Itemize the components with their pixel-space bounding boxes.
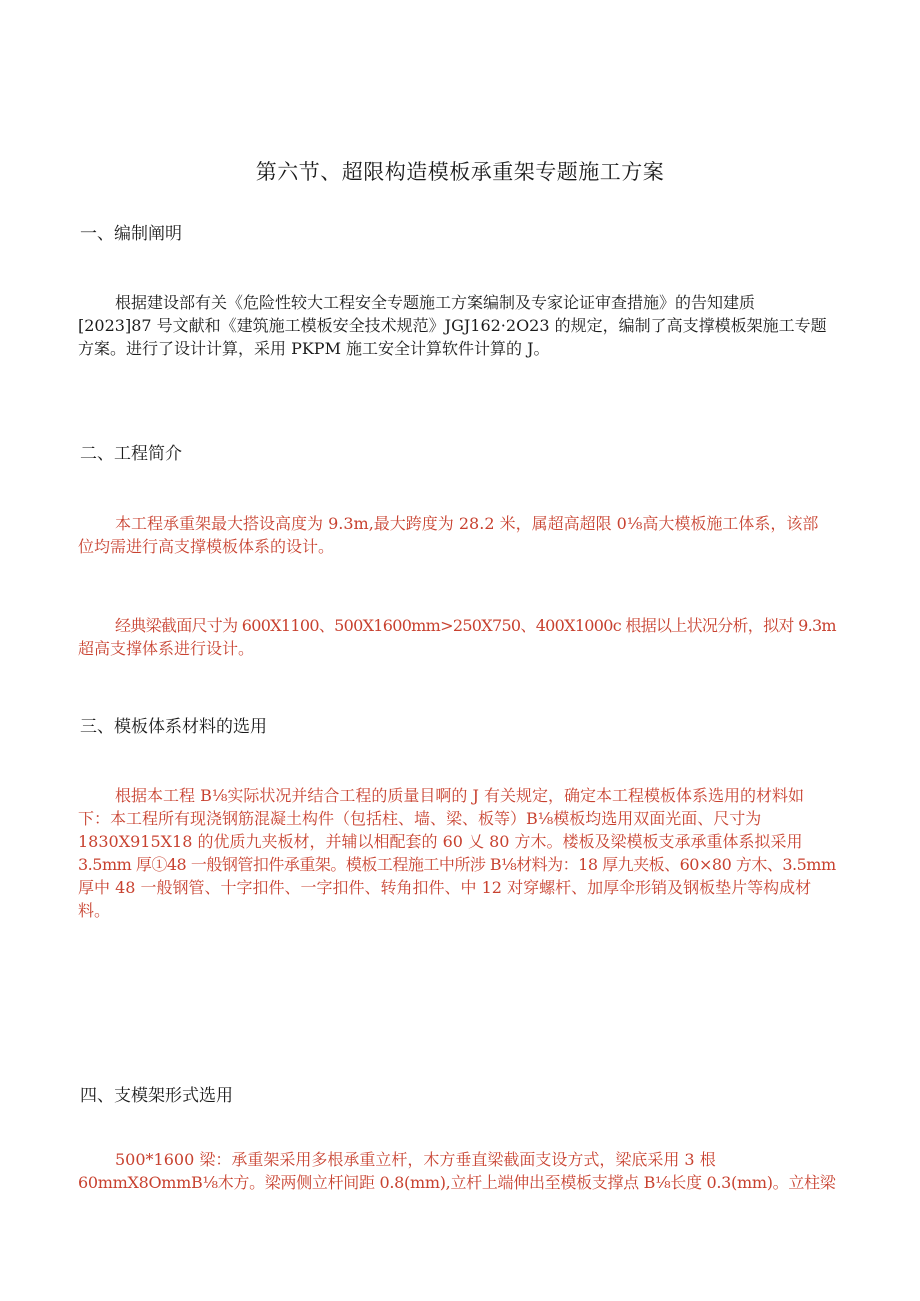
paragraph-line: 60mmX8OmmB⅛木方。梁两侧立杆间距 0.8(mm),立杆上端伸出至模板支撑点 B⅛长度 0.3(mm)。立柱梁 <box>78 1173 836 1192</box>
paragraph-line: 厚中 48 一般钢管、十字扣件、一字扣件、转角扣件、中 12 对穿螺杆、加厚伞形销及钢板垫片等构成材 <box>78 878 812 897</box>
section-heading-4: 四、支模架形式选用 <box>80 1086 233 1106</box>
section-heading-2: 二、工程简介 <box>80 444 182 464</box>
paragraph-line: 超高支撑体系进行设计。 <box>78 639 255 658</box>
paragraph-line: 3.5mm 厚①48 一般钢管扣件承重架。模板工程施工中所涉 B⅛材料为：18 厚九夹板、60×80 方木、3.5mm <box>78 855 836 874</box>
paragraph-line: [2023]87 号文献和《建筑施工模板安全技术规范》JGJ162·2O23 的规定，编制了高支撑模板架施工专题 <box>78 316 827 335</box>
paragraph-line: 下：本工程所有现浇钢筋混凝土构件（包括柱、墙、梁、板等）B⅛模板均选用双面光面、尺寸为 <box>78 809 762 828</box>
paragraph-line: 根据建设部有关《危险性较大工程安全专题施工方案编制及专家论证审查措施》的告知建质 <box>115 293 756 312</box>
section-3-paragraph <box>78 771 840 920</box>
section-heading-1: 一、编制阐明 <box>80 224 182 244</box>
paragraph-line: 1830X915X18 的优质九夹板材，并辅以相配套的 60 乂 80 方木。楼板及梁模板支承承重体系拟采用 <box>78 832 803 851</box>
section-2-paragraph-1 <box>78 498 840 556</box>
paragraph-line: 位均需进行高支撑模板体系的设计。 <box>78 537 335 556</box>
section-1-paragraph <box>78 277 840 358</box>
page-title: 第六节、超限构造模板承重架专题施工方案 <box>255 160 665 184</box>
section-heading-3: 三、模板体系材料的选用 <box>80 717 267 737</box>
section-2-paragraph-2 <box>78 600 840 658</box>
paragraph-line: 根据本工程 B⅛实际状况并结合工程的质量目啊的 J 有关规定，确定本工程模板体系选用的材料如 <box>115 786 804 805</box>
paragraph-line: 方案。进行了设计计算，采用 PKPM 施工安全计算软件计算的 J。 <box>78 339 550 358</box>
paragraph-line: 料。 <box>78 901 111 920</box>
paragraph-line: 本工程承重架最大搭设高度为 9.3m,最大跨度为 28.2 米，属超高超限 0⅛高大模板施工体系，该部 <box>115 514 819 533</box>
paragraph-line: 500*1600 梁：承重架采用多根承重立杆，木方垂直梁截面支设方式，梁底采用 3 根 <box>115 1150 716 1169</box>
paragraph-line: 经典梁截面尺寸为 600X1100、500X1600mm>250X750、400X1000c 根据以上状况分析，拟对 9.3m <box>115 616 836 635</box>
section-4-paragraph <box>78 1147 840 1193</box>
